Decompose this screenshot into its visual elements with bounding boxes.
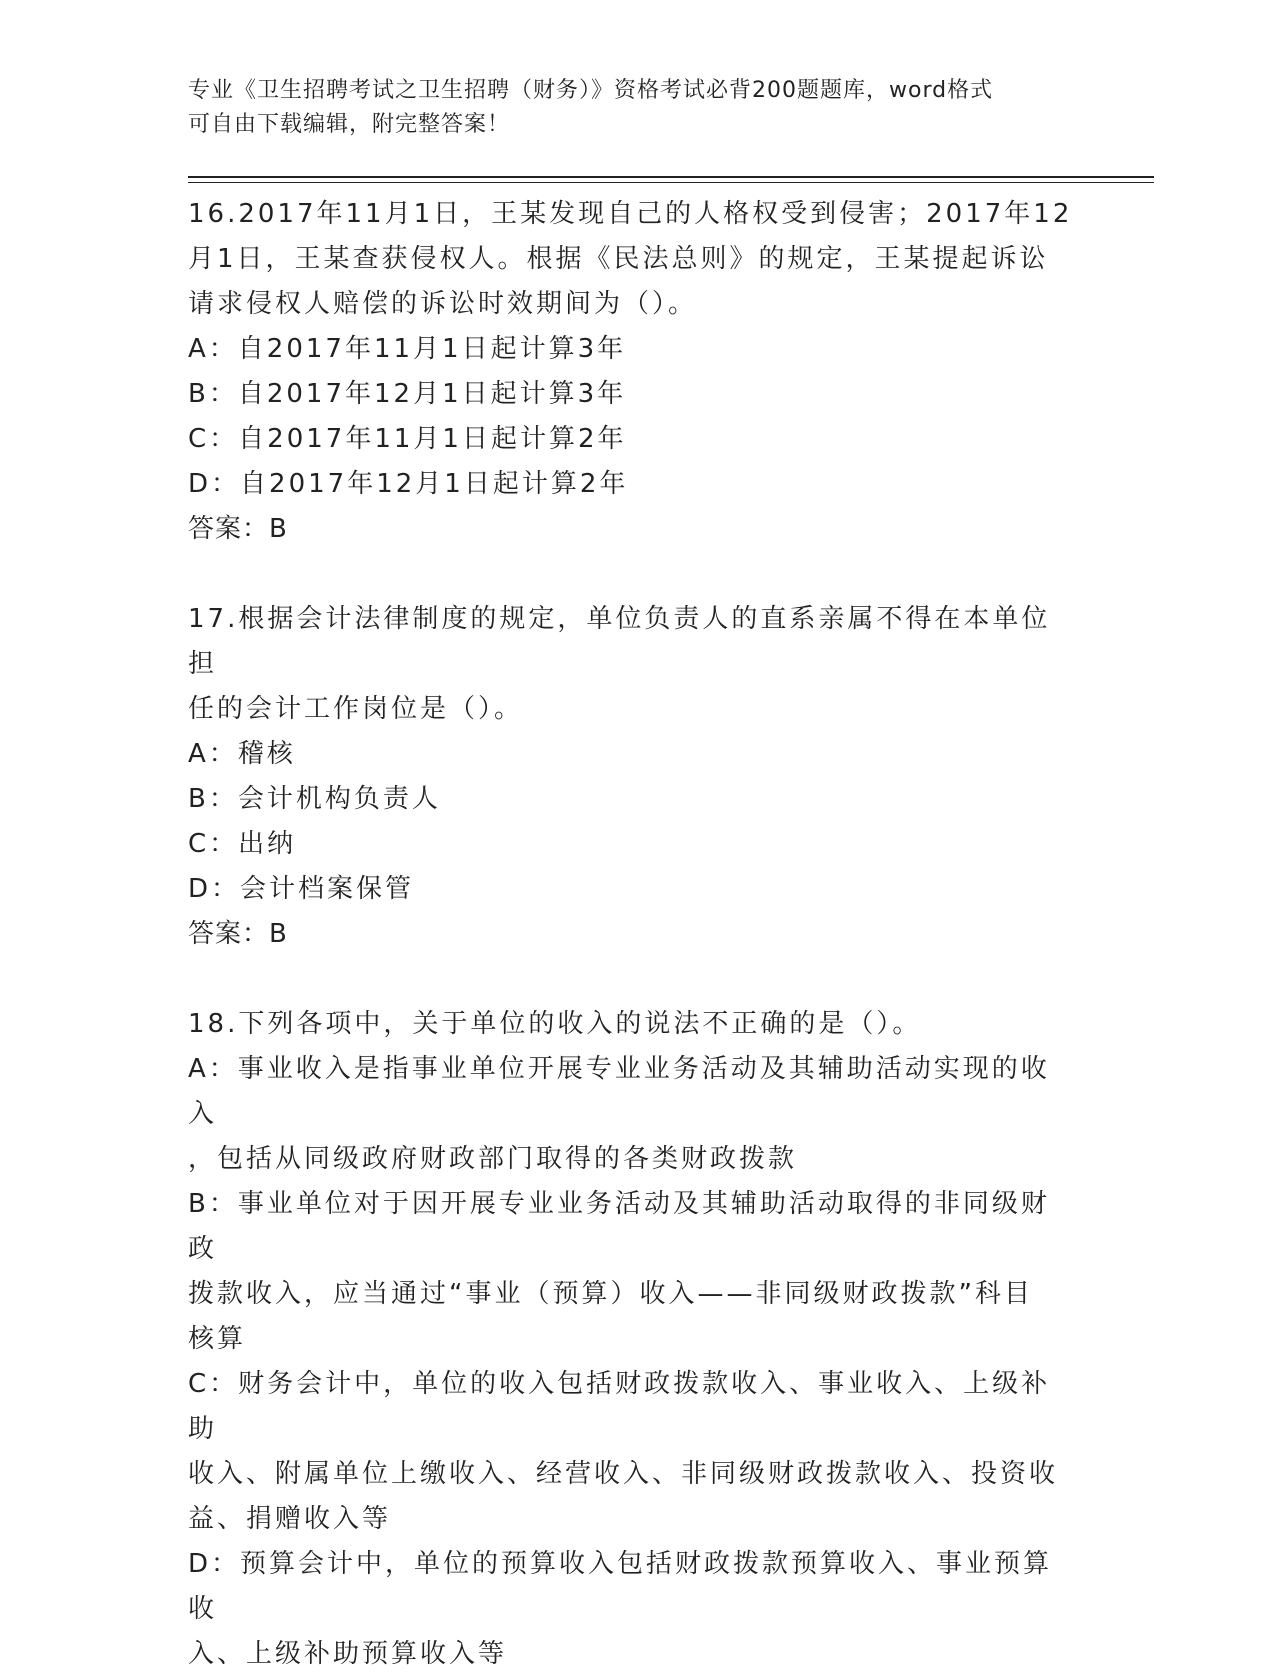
question-list [188, 192, 1078, 1677]
question-16-answer: 答案：B [188, 514, 288, 544]
header-line-1: 专业《卫生招聘考试之卫生招聘（财务）》资格考试必背200题题库，word格式 [188, 78, 994, 103]
question-16-option-b: B：自2017年12月1日起计算3年 [188, 379, 627, 409]
header-divider [188, 176, 1154, 183]
question-16-line-2: 月1日，王某查获侵权人。根据《民法总则》的规定，王某提起诉讼 [188, 244, 1049, 274]
question-17-line-1: 17.根据会计法律制度的规定，单位负责人的直系亲属不得在本单位担 [188, 604, 1051, 679]
question-16-option-c: C：自2017年11月1日起计算2年 [188, 424, 627, 454]
question-18-option-b-line-3: 核算 [188, 1324, 247, 1354]
question-spacer [188, 957, 1078, 1002]
question-17-option-c: C：出纳 [188, 829, 297, 859]
question-17-option-a: A：稽核 [188, 739, 296, 769]
question-17-option-b: B：会计机构负责人 [188, 784, 441, 814]
question-17-answer: 答案：B [188, 919, 288, 949]
question-18-option-b-line-1: B：事业单位对于因开展专业业务活动及其辅助活动取得的非同级财政 [188, 1189, 1050, 1264]
header-line-2: 可自由下载编辑，附完整答案！ [188, 112, 511, 137]
question-18-option-b-line-2: 拨款收入，应当通过“事业（预算）收入——非同级财政拨款”科目 [188, 1279, 1033, 1309]
question-18-option-d-line-1: D：预算会计中，单位的预算收入包括财政拨款预算收入、事业预算收 [188, 1549, 1053, 1624]
question-16-option-a: A：自2017年11月1日起计算3年 [188, 334, 627, 364]
question-18-option-a-line-2: ，包括从同级政府财政部门取得的各类财政拨款 [188, 1144, 798, 1174]
question-18 [188, 1002, 1078, 1677]
question-16-line-1: 16.2017年11月1日，王某发现自己的人格权受到侵害；2017年12 [188, 199, 1073, 229]
question-18-option-c-line-3: 益、捐赠收入等 [188, 1504, 392, 1534]
question-17-option-d: D：会计档案保管 [188, 874, 415, 904]
document-header [188, 74, 1068, 142]
question-18-line-1: 18.下列各项中，关于单位的收入的说法不正确的是（）。 [188, 1009, 922, 1039]
question-spacer [188, 552, 1078, 597]
question-18-option-c-line-1: C：财务会计中，单位的收入包括财政拨款收入、事业收入、上级补助 [188, 1369, 1051, 1444]
question-17 [188, 597, 1078, 957]
question-16-option-d: D：自2017年12月1日起计算2年 [188, 469, 629, 499]
question-16-line-3: 请求侵权人赔偿的诉讼时效期间为（）。 [188, 289, 698, 319]
question-18-option-d-line-2: 入、上级补助预算收入等 [188, 1639, 508, 1669]
question-18-option-a-line-1: A：事业收入是指事业单位开展专业业务活动及其辅助活动实现的收入 [188, 1054, 1050, 1129]
question-16 [188, 192, 1078, 552]
question-18-option-c-line-2: 收入、附属单位上缴收入、经营收入、非同级财政拨款收入、投资收 [188, 1459, 1059, 1489]
question-17-line-2: 任的会计工作岗位是（）。 [188, 694, 524, 724]
